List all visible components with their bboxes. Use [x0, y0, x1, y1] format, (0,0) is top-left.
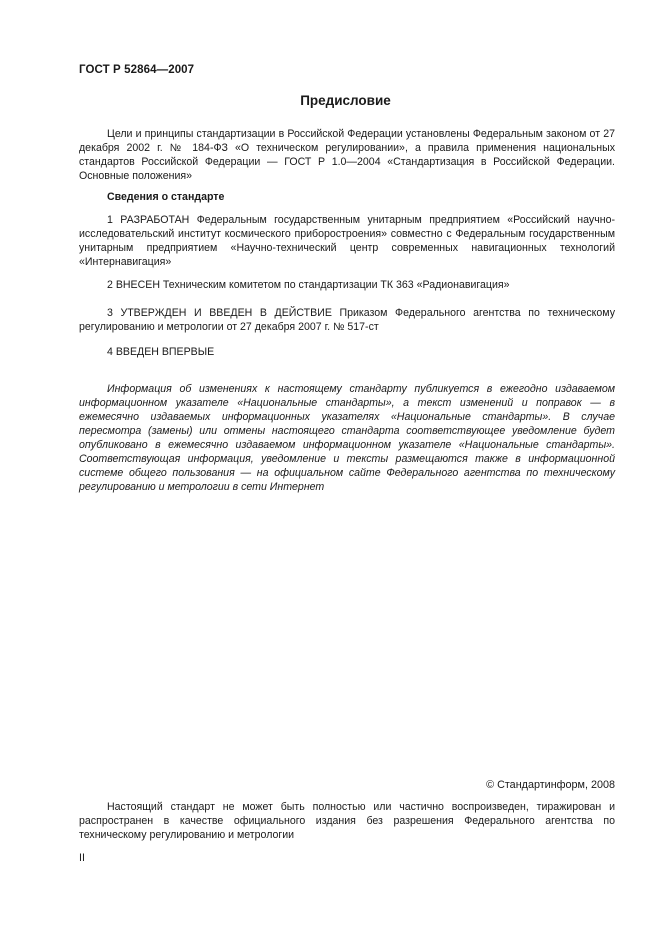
section-heading: Сведения о стандарте [107, 191, 225, 203]
intro-paragraph: Цели и принципы стандартизации в Российской Федерации установлены Федеральным законом от 27 декабря 2002 г. № 184-ФЗ «О техническом регулировании», а правила применения национальных стандартов Российской Федерации — ГОСТ Р 1.0—2004 «Стандартизация в Российской Федерации. Основные положения» [79, 128, 615, 182]
list-item-4: 4 ВВЕДЕН ВПЕРВЫЕ [107, 346, 215, 358]
reproduction-notice: Настоящий стандарт не может быть полностью или частично воспроизведен, тиражирован и распространен в качестве официального издания без разрешения Федерального агентства по техническому регулированию и метрологии [79, 801, 615, 841]
page-title: Предисловие [300, 93, 391, 108]
list-item-1: 1 РАЗРАБОТАН Федеральным государственным унитарным предприятием «Российский научно-исследовательский институт космического приборостроения» совместно с Федеральным государственным унитарным предприятием «Научно-технический центр современных навигационных технологий «Интернавигация» [79, 214, 615, 268]
list-item-2: 2 ВНЕСЕН Техническим комитетом по стандартизации ТК 363 «Радионавигация» [107, 279, 510, 291]
document-code-header: ГОСТ Р 52864—2007 [79, 64, 195, 76]
info-notice: Информация об изменениях к настоящему стандарту публикуется в ежегодно издаваемом информационном указателе «Национальные стандарты», а текст изменений и поправок — в ежемесячно издаваемых информационных указателях «Национальные стандарты». В случае пересмотра (замены) или отмены настоящего стандарта соответствующее уведомление будет опубликовано в ежемесячно издаваемом информационном указателе «Национальные стандарты». Соответствующая информация, уведомление и тексты размещаются также в информационной системе общего пользования — на официальном сайте Федерального агентства по техническому регулированию и метрологии в сети Интернет [79, 383, 615, 493]
page-number: II [79, 852, 85, 864]
copyright-line: © Стандартинформ, 2008 [486, 779, 615, 791]
list-item-3: 3 УТВЕРЖДЕН И ВВЕДЕН В ДЕЙСТВИЕ Приказом Федерального агентства по техническому регулированию и метрологии от 27 декабря 2007 г. № 517-ст [79, 307, 615, 333]
